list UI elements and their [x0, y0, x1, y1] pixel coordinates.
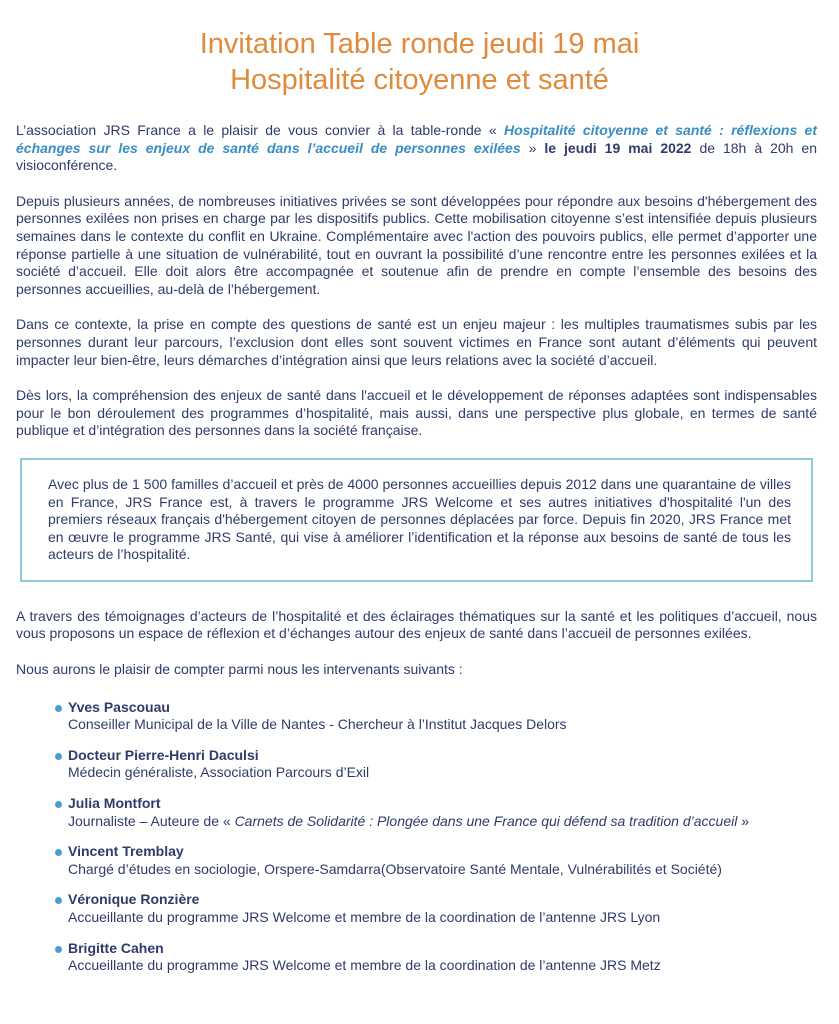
event-date: le jeudi 19 mai 2022	[544, 139, 692, 156]
callout-text: Avec plus de 1 500 familles d’accueil et près de 4000 personnes accueillies depuis 2012 dans une quarantaine de villes en France, JRS France est, à travers le programme JRS Welcome et ses autres initiatives d'hospitalité l'un des premiers réseaux français d'hébergement citoyen de personnes déplacées par force. Depuis fin 2020, JRS France met en œuvre le programme JRS Santé, qui vise à améliorer l’identification et la réponse aux besoins de santé de tous les acteurs de l’hospitalité.	[48, 475, 791, 563]
intro-text-middle: »	[520, 139, 545, 156]
list-item	[56, 843, 817, 878]
speaker-name: Brigitte Cahen	[68, 939, 164, 956]
speaker-role-prefix: Journaliste – Auteure de «	[68, 812, 235, 829]
context-paragraph-1: Depuis plusieurs années, de nombreuses initiatives privées se sont développées pour répondre aux besoins d'hébergement des personnes exilées non prises en charge par les dispositifs publics. Cette mobilisation citoyenne s’est intensifiée depuis plusieurs semaines dans le contexte du conflit en Ukraine. Complémentaire avec l'action des pouvoirs publics, elle permet d’apporter une réponse partielle à une situation de vulnérabilité, tout en ouvrant la possibilité d’une rencontre entre les personnes exilées et la société d’accueil. Elle doit alors être accompagnée et soutenue afin de prendre en compte l’ensemble des besoins des personnes accueillies, au-delà de l’hébergement.	[16, 192, 817, 297]
intro-paragraph	[16, 122, 817, 175]
list-item	[56, 891, 817, 926]
list-item	[56, 795, 817, 830]
page-title	[0, 0, 839, 98]
bullet-icon	[55, 897, 62, 904]
context-paragraph-2: Dans ce contexte, la prise en compte des questions de santé est un enjeu majeur : les multiples traumatismes subis par les personnes durant leur parcours, l’exclusion dont elles sont souvent victimes en France sont autant d’éléments qui peuvent impacter leur bien-être, leurs démarches d’intégration ainsi que leurs relations avec la société d’accueil.	[16, 316, 817, 368]
speaker-name: Yves Pascouau	[68, 698, 170, 715]
after-callout-content	[0, 608, 839, 975]
event-title-highlight: Hospitalité citoyenne et santé : réflexions et échanges sur les enjeux de santé dans l’accueil de personnes exilées	[16, 122, 817, 156]
book-title: Carnets de Solidarité : Plongée dans une France qui défend sa tradition d’accueil	[234, 812, 738, 829]
speaker-name: Docteur Pierre-Henri Daculsi	[68, 746, 259, 763]
list-item	[56, 940, 817, 975]
speaker-role-suffix: »	[737, 812, 750, 829]
bullet-icon	[55, 946, 62, 953]
approach-paragraph: A travers des témoignages d’acteurs de l’hospitalité et des éclairages thématiques sur la santé et les politiques d’accueil, nous vous proposons un espace de réflexion et d’échanges autour des enjeux de santé dans l’accueil de personnes exilées.	[16, 607, 817, 642]
speakers-intro: Nous aurons le plaisir de compter parmi nous les intervenants suivants :	[16, 661, 463, 678]
speaker-name: Julia Montfort	[68, 795, 161, 812]
jrs-info-callout	[20, 458, 813, 582]
main-content	[0, 122, 839, 440]
bullet-icon	[55, 849, 62, 856]
speaker-name: Vincent Tremblay	[68, 843, 184, 860]
list-item	[56, 699, 817, 734]
title-line-2: Hospitalité citoyenne et santé	[230, 64, 609, 96]
title-line-1: Invitation Table ronde jeudi 19 mai	[199, 28, 640, 60]
bullet-icon	[55, 801, 62, 808]
bullet-icon	[55, 705, 62, 712]
intro-text-before: L’association JRS France a le plaisir de vous convier à la table-ronde «	[16, 122, 504, 138]
bullet-icon	[55, 753, 62, 760]
speaker-role: Accueillante du programme JRS Welcome et membre de la coordination de l’antenne JRS Metz	[68, 957, 661, 974]
intro-text-after: de 18h à 20h en visioconférence.	[16, 139, 817, 174]
speaker-role: Chargé d’études en sociologie, Orspere-Samdarra(Observatoire Santé Mentale, Vulnérabilités et Société)	[68, 860, 722, 877]
speaker-role: Médecin généraliste, Association Parcours d’Exil	[68, 764, 370, 781]
list-item	[56, 747, 817, 782]
speaker-role	[68, 813, 817, 831]
speakers-list	[16, 699, 817, 975]
speaker-role: Conseiller Municipal de la Ville de Nantes - Chercheur à l’Institut Jacques Delors	[68, 716, 567, 733]
context-paragraph-3: Dès lors, la compréhension des enjeux de santé dans l'accueil et le développement de réponses adaptées sont indispensables pour le bon déroulement des programmes d’hospitalité, mais aussi, dans une perspective plus globale, en termes de santé publique et d’intégration des personnes dans la société française.	[16, 387, 817, 439]
speaker-name: Véronique Ronzière	[68, 891, 200, 908]
speaker-role: Accueillante du programme JRS Welcome et membre de la coordination de l’antenne JRS Lyon	[68, 909, 661, 925]
